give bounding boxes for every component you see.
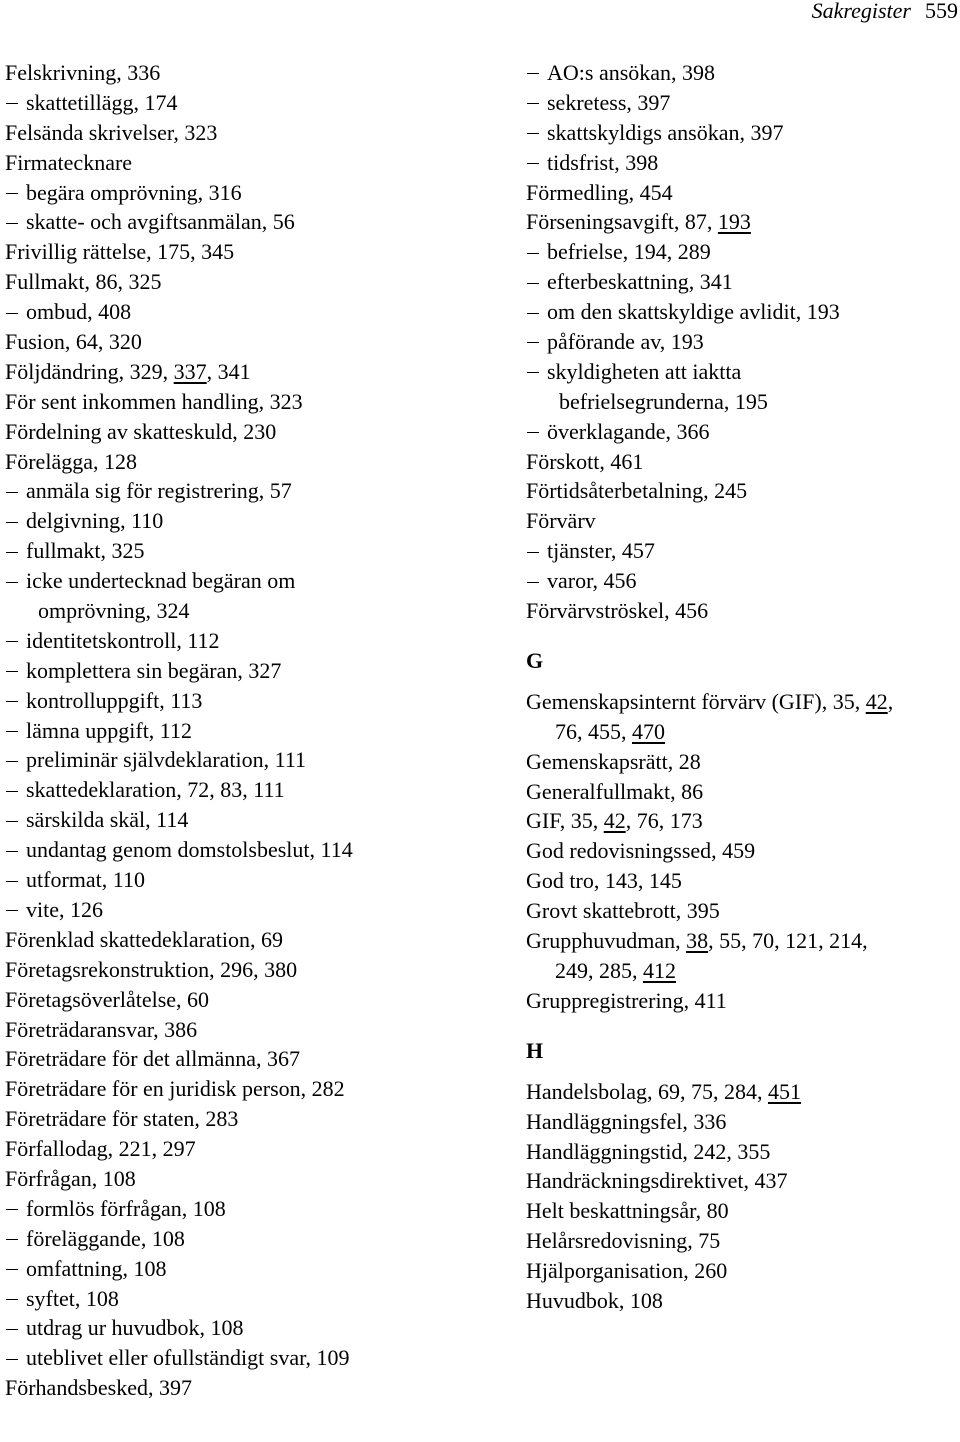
page-ref-underlined: 42 bbox=[865, 688, 888, 714]
entry-text: Frivillig rättelse, 175, 345 bbox=[5, 239, 235, 265]
index-subentry bbox=[5, 1254, 460, 1284]
entry-text: identitetskontroll, 112 bbox=[26, 627, 220, 653]
index-entry bbox=[5, 1134, 460, 1164]
entry-text: icke undertecknad begäran om bbox=[26, 568, 296, 594]
index-entry bbox=[526, 1256, 958, 1286]
index-entry bbox=[5, 327, 460, 357]
entry-text: Företrädare för staten, 283 bbox=[5, 1106, 239, 1132]
dash-marker bbox=[6, 910, 18, 911]
running-header-title: Sakregister bbox=[811, 0, 911, 23]
page-ref-underlined: 412 bbox=[643, 957, 676, 983]
entry-text: uteblivet eller ofullständigt svar, 109 bbox=[26, 1345, 350, 1371]
dash-marker bbox=[6, 223, 18, 224]
dash-marker bbox=[527, 73, 539, 74]
index-subentry bbox=[5, 895, 460, 925]
index-entry bbox=[526, 178, 958, 208]
entry-text: föreläggande, 108 bbox=[26, 1225, 185, 1251]
dash-marker bbox=[6, 313, 18, 314]
entry-text: Företagsrekonstruktion, 296, 380 bbox=[5, 956, 298, 982]
dash-marker bbox=[6, 821, 18, 822]
dash-marker bbox=[527, 552, 539, 553]
entry-text: komplettera sin begäran, 327 bbox=[26, 657, 282, 683]
dash-marker bbox=[6, 492, 18, 493]
dash-marker bbox=[527, 163, 539, 164]
index-entry bbox=[526, 836, 958, 866]
dash-marker bbox=[6, 1239, 18, 1240]
index-subentry bbox=[5, 297, 460, 327]
entry-text: anmäla sig för registrering, 57 bbox=[26, 478, 292, 504]
entry-text: vite, 126 bbox=[26, 896, 103, 922]
dash-marker bbox=[6, 761, 18, 762]
index-entry bbox=[526, 806, 958, 836]
entry-text: 76, 455, bbox=[555, 718, 632, 744]
entry-text: Förfallodag, 221, 297 bbox=[5, 1136, 196, 1162]
index-entry bbox=[526, 1196, 958, 1226]
index-entry bbox=[526, 747, 958, 777]
index-entry bbox=[526, 986, 958, 1016]
entry-text: Förfrågan, 108 bbox=[5, 1165, 136, 1191]
entry-text: syftet, 108 bbox=[26, 1285, 119, 1311]
index-entry bbox=[526, 1226, 958, 1256]
page-ref-underlined: 470 bbox=[632, 718, 665, 744]
index-subentry bbox=[526, 417, 958, 447]
index-entry bbox=[526, 207, 958, 237]
entry-text: kontrolluppgift, 113 bbox=[26, 687, 203, 713]
dash-marker bbox=[6, 1359, 18, 1360]
index-entry bbox=[5, 267, 460, 297]
index-subentry bbox=[526, 297, 958, 327]
index-subentry bbox=[526, 88, 958, 118]
index-subentry bbox=[526, 118, 958, 148]
index-entry bbox=[5, 118, 460, 148]
index-entry bbox=[5, 237, 460, 267]
entry-text: Handräckningsdirektivet, 437 bbox=[526, 1168, 788, 1194]
entry-text: Förvärv bbox=[526, 508, 596, 534]
entry-text: Förelägga, 128 bbox=[5, 448, 137, 474]
entry-text: utdrag ur huvudbok, 108 bbox=[26, 1315, 244, 1341]
dash-marker bbox=[527, 582, 539, 583]
dash-marker bbox=[6, 851, 18, 852]
dash-marker bbox=[6, 791, 18, 792]
entry-text: efterbeskattning, 341 bbox=[547, 269, 733, 295]
index-entry bbox=[5, 955, 460, 985]
entry-text: delgivning, 110 bbox=[26, 508, 164, 534]
index-entry bbox=[526, 596, 958, 626]
entry-text: tjänster, 457 bbox=[547, 538, 655, 564]
dash-marker bbox=[6, 1269, 18, 1270]
index-entry bbox=[5, 1044, 460, 1074]
index-entry bbox=[526, 1137, 958, 1167]
index-entry bbox=[5, 417, 460, 447]
dash-marker bbox=[527, 432, 539, 433]
index-entry bbox=[5, 357, 460, 387]
index-subentry-continuation bbox=[526, 387, 958, 417]
entry-text: Förenklad skattedeklaration, 69 bbox=[5, 926, 283, 952]
entry-text: Hjälporganisation, 260 bbox=[526, 1258, 728, 1284]
entry-text: Handelsbolag, 69, 75, 284, bbox=[526, 1078, 768, 1104]
entry-text: Företrädare för det allmänna, 367 bbox=[5, 1046, 301, 1072]
entry-text: Förhandsbesked, 397 bbox=[5, 1375, 192, 1401]
entry-text: Helårsredovisning, 75 bbox=[526, 1228, 721, 1254]
index-column-right bbox=[526, 58, 958, 1316]
entry-text: befrielsegrunderna, 195 bbox=[559, 388, 768, 414]
entry-text: 249, 285, bbox=[555, 957, 643, 983]
entry-text: AO:s ansökan, 398 bbox=[547, 60, 716, 85]
index-subentry bbox=[5, 476, 460, 506]
index-entry bbox=[526, 1166, 958, 1196]
index-entry bbox=[5, 925, 460, 955]
page-number: 559 bbox=[925, 0, 958, 23]
entry-text: begära omprövning, 316 bbox=[26, 179, 242, 205]
index-subentry bbox=[5, 1343, 460, 1373]
index-column-left bbox=[5, 58, 460, 1403]
index-entry bbox=[526, 476, 958, 506]
index-subentry bbox=[526, 357, 958, 387]
entry-text: formlös förfrågan, 108 bbox=[26, 1195, 226, 1221]
index-entry bbox=[5, 1074, 460, 1104]
entry-text: Följdändring, 329, bbox=[5, 358, 174, 384]
entry-text: Grovt skattebrott, 395 bbox=[526, 898, 720, 924]
index-subentry bbox=[526, 536, 958, 566]
index-subentry bbox=[5, 1313, 460, 1343]
entry-text: Företrädaransvar, 386 bbox=[5, 1016, 198, 1042]
entry-text: , 55, 70, 121, 214, bbox=[708, 928, 868, 954]
index-entry bbox=[526, 687, 958, 717]
page-ref-underlined: 451 bbox=[767, 1078, 801, 1104]
entry-text: , bbox=[887, 688, 894, 714]
dash-marker bbox=[6, 1299, 18, 1300]
dash-marker bbox=[6, 641, 18, 642]
dash-marker bbox=[527, 372, 539, 373]
index-entry bbox=[5, 1015, 460, 1045]
index-subentry bbox=[5, 207, 460, 237]
entry-text: Fullmakt, 86, 325 bbox=[5, 269, 162, 295]
entry-text: skatte- och avgiftsanmälan, 56 bbox=[26, 209, 295, 235]
index-entry bbox=[5, 1373, 460, 1403]
index-subentry bbox=[5, 716, 460, 746]
entry-text: skattskyldigs ansökan, 397 bbox=[547, 119, 784, 145]
entry-text: Huvudbok, 108 bbox=[526, 1287, 663, 1313]
running-header bbox=[812, 0, 958, 26]
dash-marker bbox=[6, 731, 18, 732]
entry-text: skyldigheten att iaktta bbox=[547, 358, 742, 384]
dash-marker bbox=[527, 342, 539, 343]
entry-text: lämna uppgift, 112 bbox=[26, 717, 192, 743]
page-ref-underlined: 337 bbox=[173, 358, 207, 384]
entry-text: Felskrivning, 336 bbox=[5, 60, 161, 85]
index-subentry bbox=[5, 506, 460, 536]
index-subentry bbox=[5, 835, 460, 865]
entry-text: Firmatecknare bbox=[5, 149, 133, 175]
index-subentry bbox=[5, 566, 460, 596]
entry-text: Förskott, 461 bbox=[526, 448, 644, 474]
entry-text: Företrädare för en juridisk person, 282 bbox=[5, 1076, 345, 1102]
dash-marker bbox=[527, 313, 539, 314]
index-subentry bbox=[526, 148, 958, 178]
index-subentry bbox=[5, 775, 460, 805]
index-entry-continuation bbox=[526, 717, 958, 747]
entry-text: påförande av, 193 bbox=[547, 329, 704, 355]
entry-text: befrielse, 194, 289 bbox=[547, 239, 711, 265]
entry-text: tidsfrist, 398 bbox=[547, 149, 659, 175]
index-entry bbox=[5, 1104, 460, 1134]
entry-text: Helt beskattningsår, 80 bbox=[526, 1198, 729, 1224]
dash-marker bbox=[6, 1329, 18, 1330]
index-subentry bbox=[5, 745, 460, 775]
entry-text: preliminär självdeklaration, 111 bbox=[26, 747, 307, 773]
index-entry bbox=[526, 896, 958, 926]
page-ref-underlined: 193 bbox=[717, 209, 751, 235]
page-ref-underlined: 42 bbox=[603, 808, 626, 834]
index-entry bbox=[526, 1077, 958, 1107]
dash-marker bbox=[6, 671, 18, 672]
entry-text: undantag genom domstolsbeslut, 114 bbox=[26, 837, 353, 863]
dash-marker bbox=[6, 552, 18, 553]
entry-text: GIF, 35, bbox=[526, 808, 604, 834]
index-subentry bbox=[5, 626, 460, 656]
index-entry bbox=[5, 1164, 460, 1194]
entry-text: Företagsöverlåtelse, 60 bbox=[5, 986, 210, 1012]
entry-text: Förvärvströskel, 456 bbox=[526, 598, 709, 624]
index-entry bbox=[526, 447, 958, 477]
dash-marker bbox=[6, 193, 18, 194]
dash-marker bbox=[527, 133, 539, 134]
entry-text: skattedeklaration, 72, 83, 111 bbox=[26, 777, 285, 803]
index-subentry-continuation bbox=[5, 596, 460, 626]
dash-marker bbox=[6, 522, 18, 523]
index-subentry bbox=[5, 656, 460, 686]
index-subentry bbox=[5, 1194, 460, 1224]
index-subentry bbox=[5, 88, 460, 118]
entry-text: skattetillägg, 174 bbox=[26, 89, 178, 115]
dash-marker bbox=[527, 283, 539, 284]
entry-text: Förseningsavgift, 87, bbox=[526, 209, 718, 235]
index-subentry bbox=[526, 327, 958, 357]
section-letter: G bbox=[526, 647, 544, 673]
index-entry bbox=[5, 387, 460, 417]
index-subentry bbox=[5, 1284, 460, 1314]
dash-marker bbox=[6, 582, 18, 583]
index-subentry bbox=[5, 865, 460, 895]
index-entry-continuation bbox=[526, 956, 958, 986]
index-entry bbox=[526, 1107, 958, 1137]
entry-text: Fördelning av skatteskuld, 230 bbox=[5, 418, 277, 444]
entry-text: Gemenskapsinternt förvärv (GIF), 35, bbox=[526, 688, 866, 714]
section-letter: H bbox=[526, 1037, 544, 1063]
entry-text: omfattning, 108 bbox=[26, 1255, 167, 1281]
index-entry bbox=[5, 148, 460, 178]
entry-text: , 76, 173 bbox=[625, 808, 703, 834]
entry-text: Förmedling, 454 bbox=[526, 179, 673, 205]
dash-marker bbox=[527, 103, 539, 104]
index-entry bbox=[526, 926, 958, 956]
index-entry bbox=[5, 58, 460, 88]
index-subentry bbox=[526, 267, 958, 297]
entry-text: Generalfullmakt, 86 bbox=[526, 778, 704, 804]
dash-marker bbox=[6, 881, 18, 882]
entry-text: Fusion, 64, 320 bbox=[5, 329, 142, 355]
entry-text: Förtidsåterbetalning, 245 bbox=[526, 478, 748, 504]
entry-text: varor, 456 bbox=[547, 568, 637, 594]
index-subentry bbox=[5, 1224, 460, 1254]
entry-text: sekretess, 397 bbox=[547, 89, 671, 115]
entry-text: Gruppregistrering, 411 bbox=[526, 987, 727, 1013]
index-subentry bbox=[526, 566, 958, 596]
index-subentry bbox=[526, 58, 958, 88]
entry-text: Handläggningstid, 242, 355 bbox=[526, 1138, 771, 1164]
entry-text: God tro, 143, 145 bbox=[526, 868, 682, 894]
page-ref-underlined: 38 bbox=[686, 928, 709, 954]
entry-text: överklagande, 366 bbox=[547, 418, 710, 444]
entry-text: , 341 bbox=[206, 358, 251, 384]
entry-text: omprövning, 324 bbox=[38, 598, 190, 624]
entry-text: ombud, 408 bbox=[26, 299, 132, 325]
dash-marker bbox=[527, 253, 539, 254]
entry-text: utformat, 110 bbox=[26, 867, 145, 893]
entry-text: fullmakt, 325 bbox=[26, 538, 145, 564]
entry-text: Handläggningsfel, 336 bbox=[526, 1108, 727, 1134]
index-entry bbox=[526, 1286, 958, 1316]
entry-text: särskilda skäl, 114 bbox=[26, 807, 189, 833]
index-entry bbox=[526, 506, 958, 536]
index-entry bbox=[5, 447, 460, 477]
index-subentry bbox=[5, 178, 460, 208]
index-entry bbox=[5, 985, 460, 1015]
entry-text: Felsända skrivelser, 323 bbox=[5, 119, 218, 145]
entry-text: Grupphuvudman, bbox=[526, 928, 687, 954]
index-subentry bbox=[5, 536, 460, 566]
index-entry bbox=[526, 777, 958, 807]
entry-text: För sent inkommen handling, 323 bbox=[5, 388, 303, 414]
dash-marker bbox=[6, 1209, 18, 1210]
index-subentry bbox=[5, 805, 460, 835]
index-subentry bbox=[5, 686, 460, 716]
entry-text: om den skattskyldige avlidit, 193 bbox=[547, 299, 840, 325]
dash-marker bbox=[6, 103, 18, 104]
index-subentry bbox=[526, 237, 958, 267]
index-entry bbox=[526, 866, 958, 896]
entry-text: God redovisningssed, 459 bbox=[526, 838, 756, 864]
dash-marker bbox=[6, 701, 18, 702]
entry-text: Gemenskapsrätt, 28 bbox=[526, 748, 701, 774]
